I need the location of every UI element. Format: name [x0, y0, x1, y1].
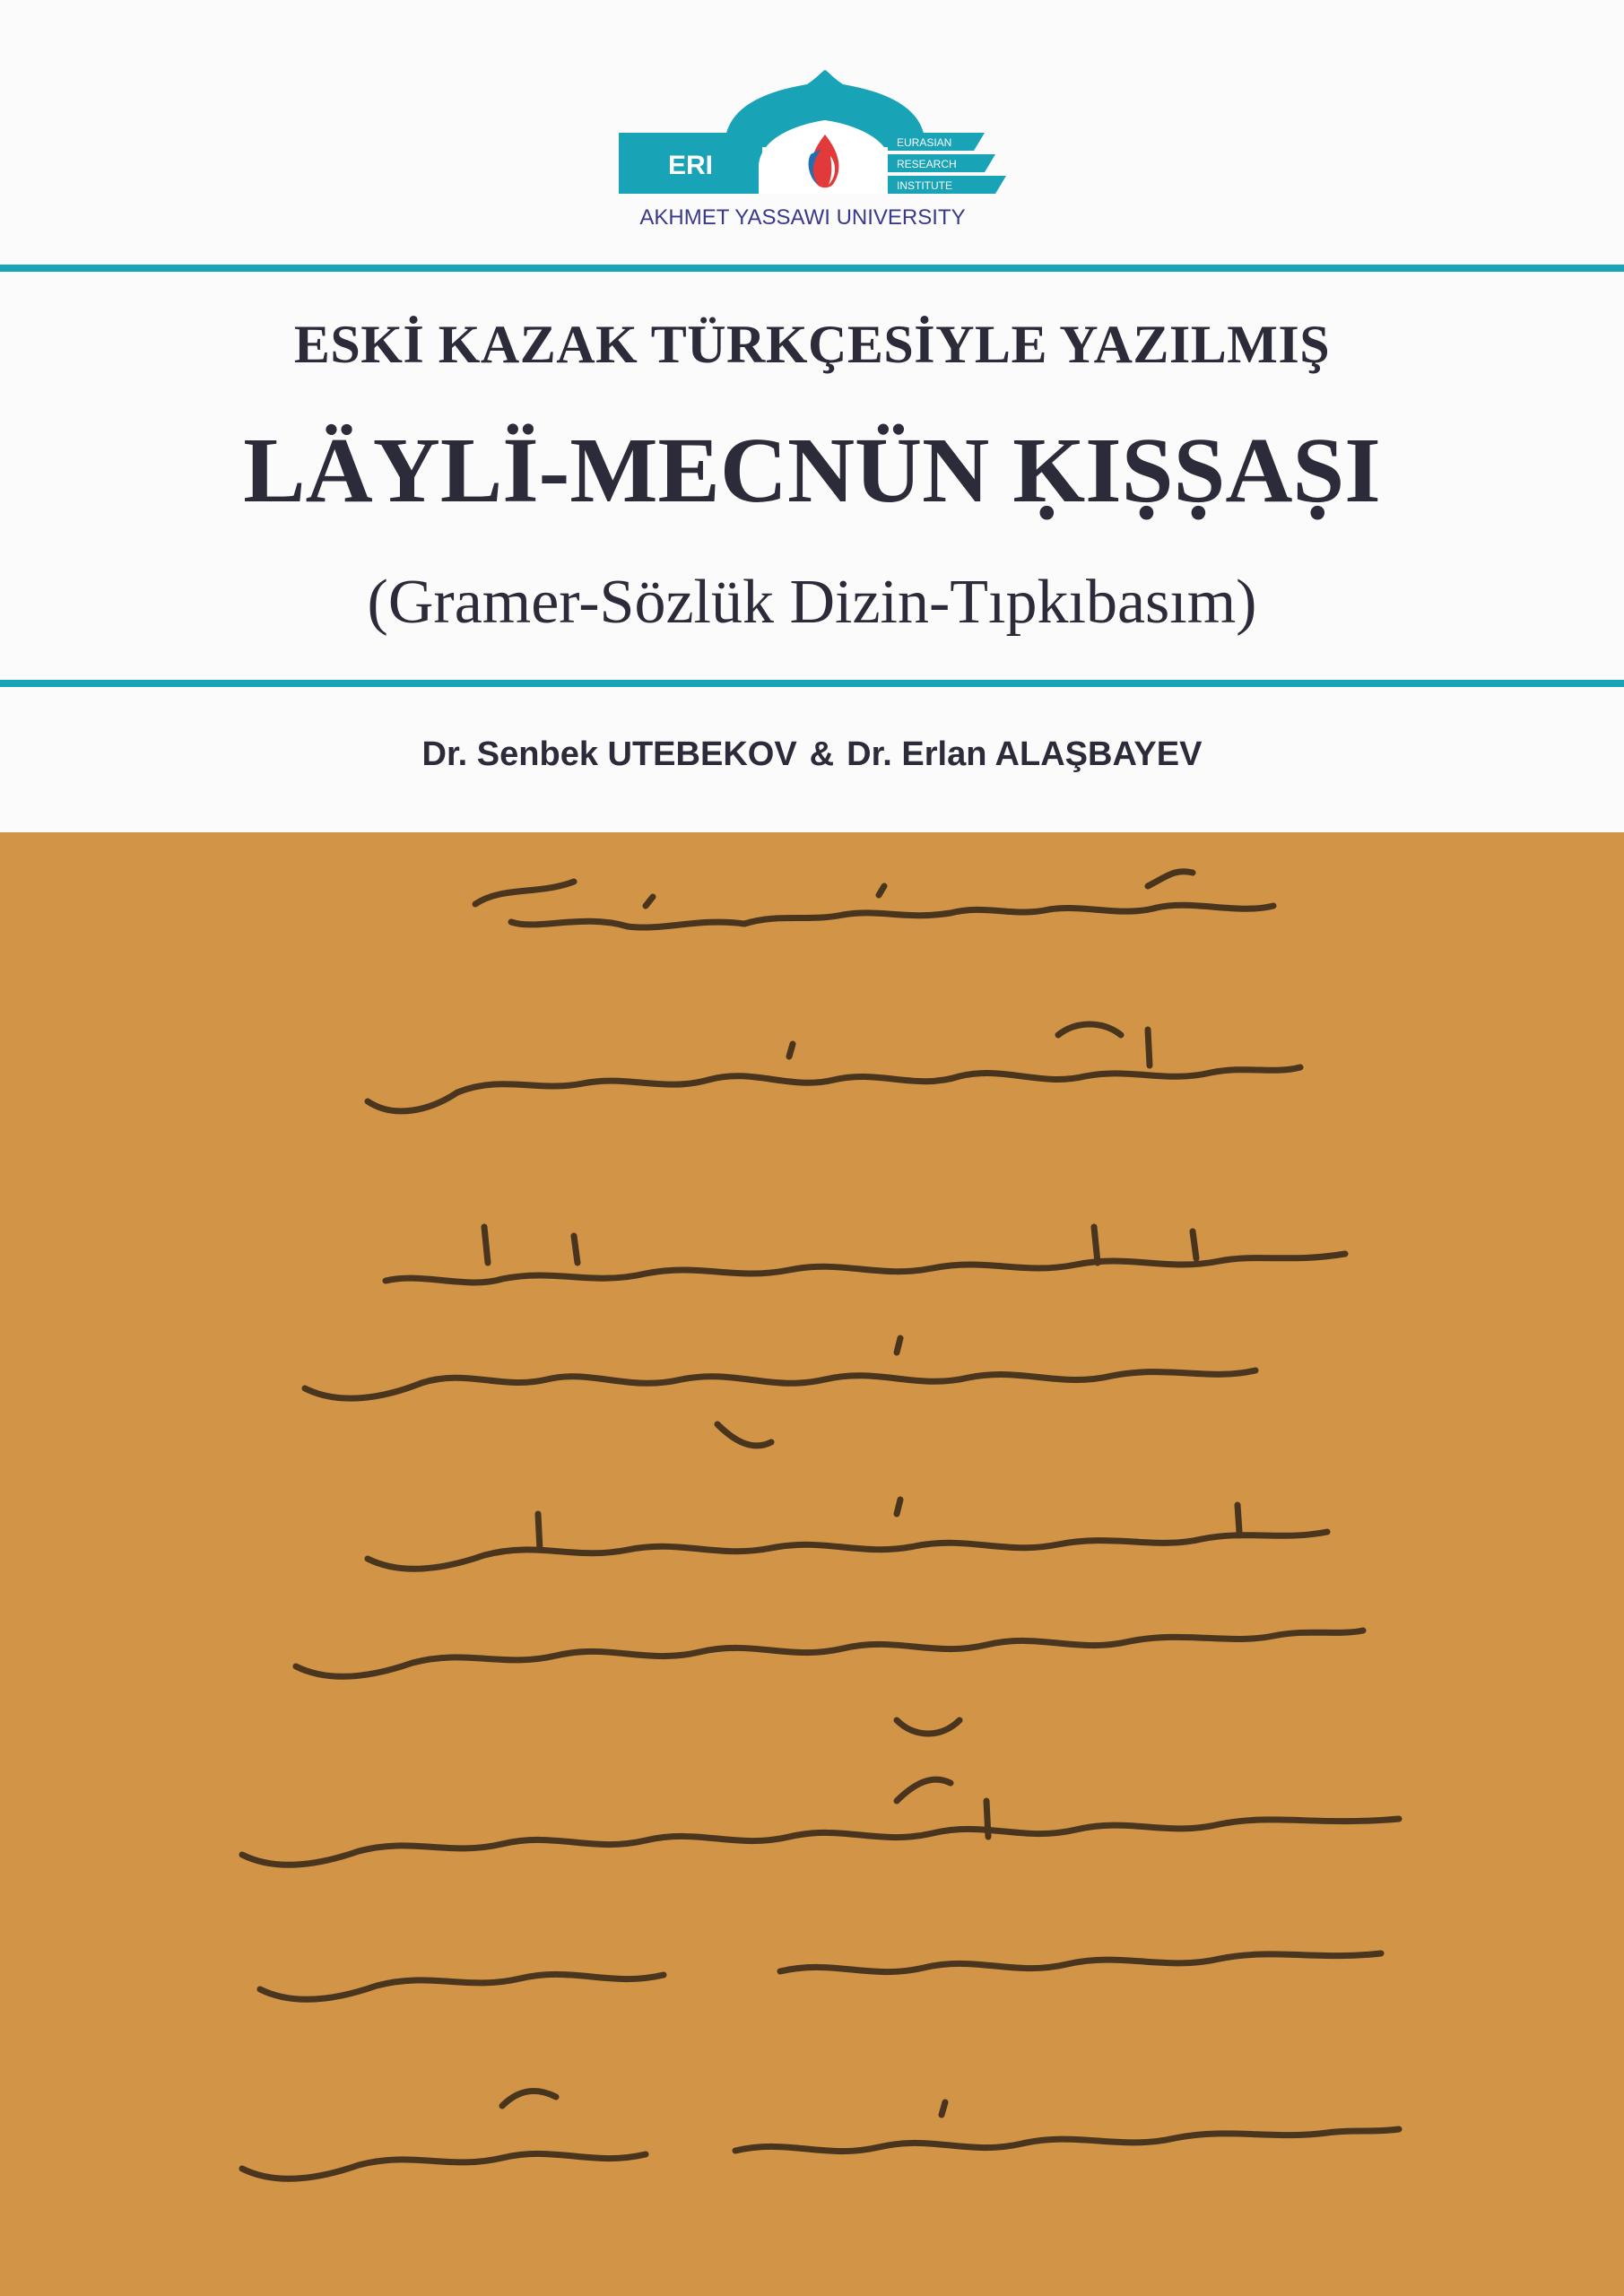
cover-header: [0, 0, 1624, 832]
author-2: Dr. Erlan ALAŞBAYEV: [847, 735, 1203, 773]
logo-institute-line-2: RESEARCH: [897, 158, 957, 170]
author-separator: &: [809, 735, 835, 773]
handwritten-manuscript-illustration: [0, 832, 1624, 2296]
manuscript-image: [0, 832, 1624, 2296]
authors-line: [0, 735, 1624, 774]
logo-institute-line-3: INSTITUTE: [897, 179, 952, 192]
logo-university: AKHMET YASSAWI UNIVERSITY: [639, 205, 966, 230]
cover-subtitle: (Gramer-Sözlük Dizin-Tıpkıbasım): [367, 568, 1257, 637]
eri-logo: [619, 70, 1013, 240]
cover-kicker: ESKİ KAZAK TÜRKÇESİYLE YAZILMIŞ: [293, 315, 1331, 374]
logo-abbr: ERI: [667, 151, 714, 180]
author-1: Dr. Senbek UTEBEKOV: [421, 735, 797, 773]
bottom-rule: [0, 680, 1624, 687]
logo-institute-line-1: EURASIAN: [897, 136, 952, 149]
cover-title: LÄYLÏ-MECNÜN ḲIṢṢAṢI: [243, 419, 1381, 522]
top-rule: [0, 265, 1624, 272]
